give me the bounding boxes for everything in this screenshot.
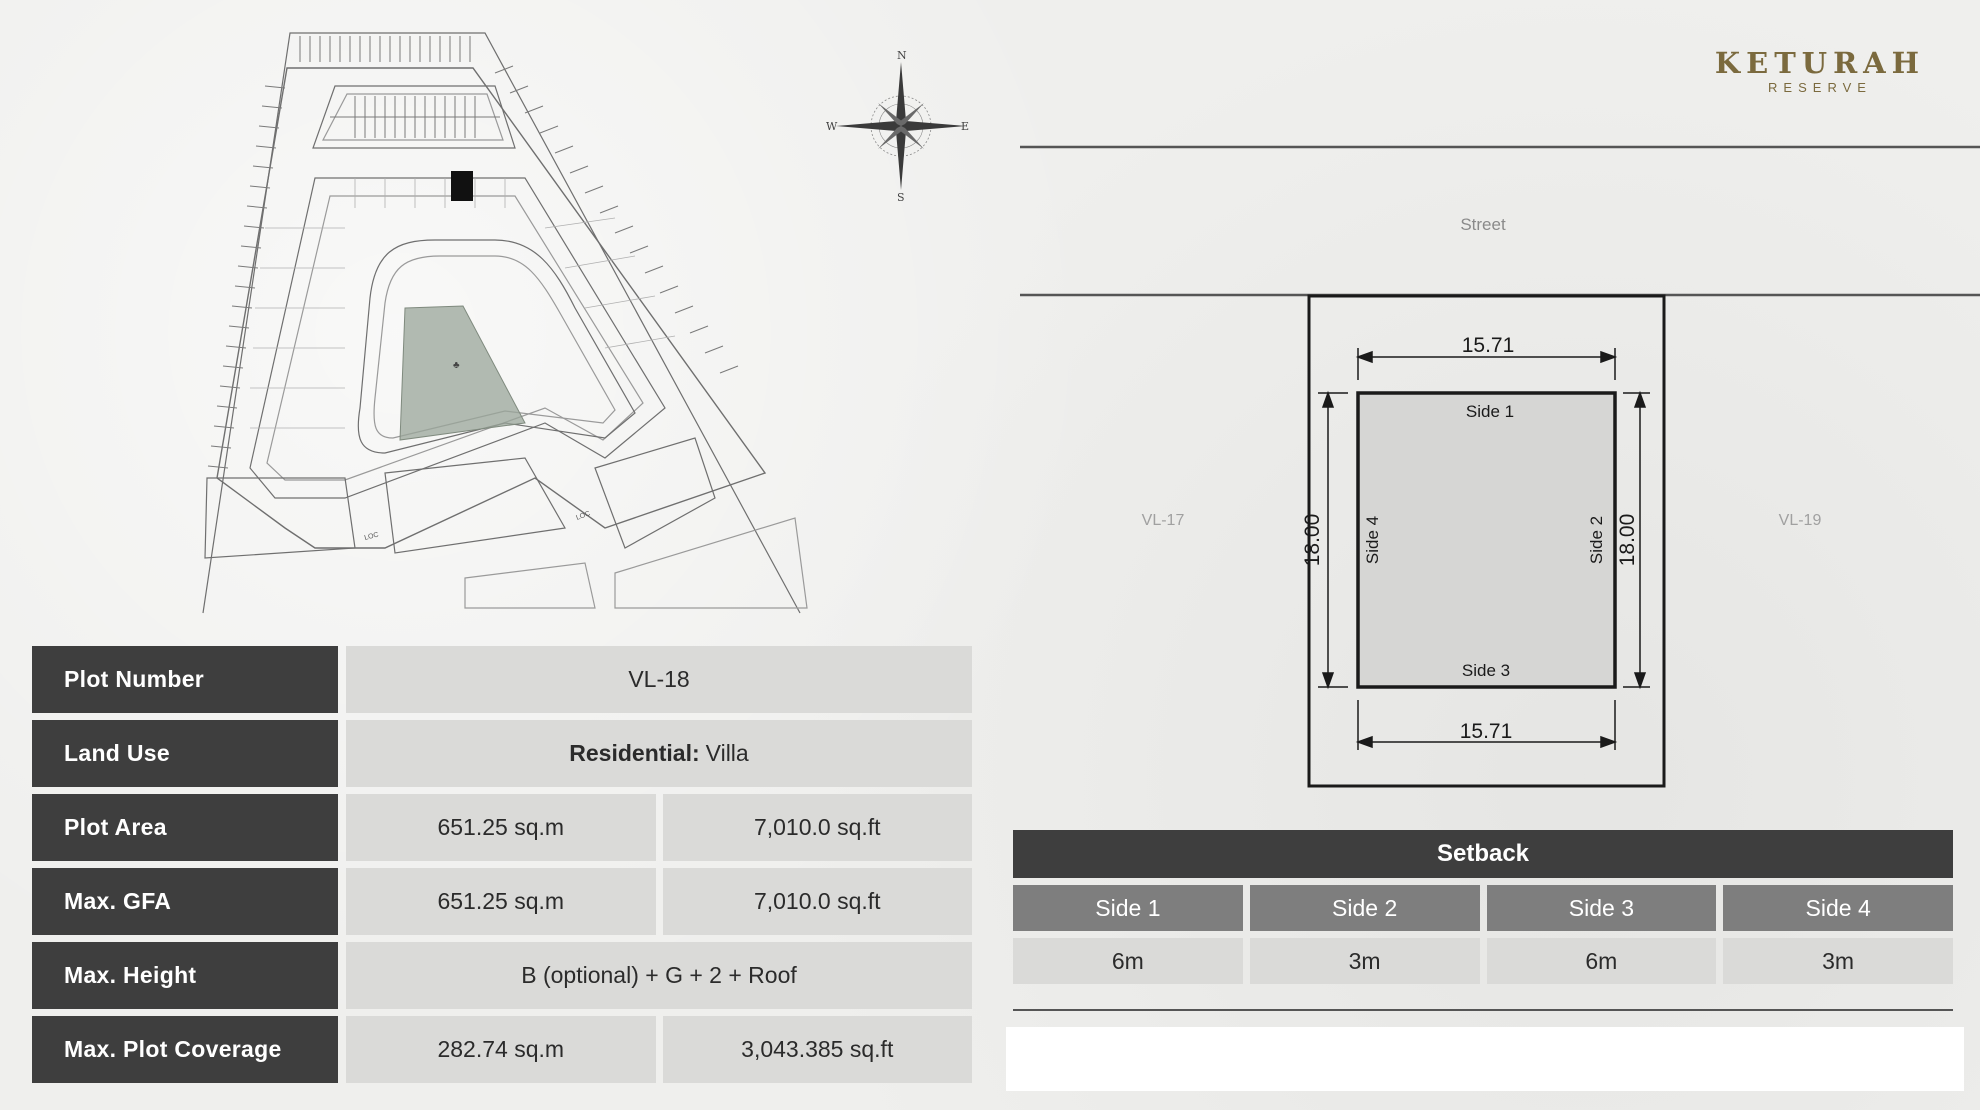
max-height-row (32, 942, 972, 1009)
compass-n-label: N (897, 49, 907, 62)
street-label: Street (1460, 215, 1506, 234)
brand-logo (1700, 46, 1940, 95)
side1-label: Side 1 (1465, 402, 1515, 421)
blank-panel (1006, 1027, 1964, 1091)
setback-title: Setback (1013, 830, 1953, 878)
logo-sub-text: RESERVE (1768, 80, 1872, 95)
side3-label: Side 3 (1461, 661, 1511, 680)
dim-bottom: 15.71 (1459, 720, 1513, 743)
logo-main-text: KETURAH (1714, 46, 1926, 80)
setback-divider (1013, 1009, 1953, 1011)
land-use-category: Residential: (569, 740, 700, 766)
max-gfa-label: Max. GFA (32, 868, 338, 935)
setback-value-row (1013, 938, 1953, 984)
max-coverage-sqft: 3,043.385 sq.ft (663, 1016, 973, 1083)
svg-text:♣: ♣ (453, 360, 460, 371)
side4-label: Side 4 (1363, 515, 1382, 565)
master-plan-map (195, 28, 815, 628)
dim-left: 18.00 (1301, 513, 1324, 567)
park-area (400, 306, 525, 440)
dim-top: 15.71 (1461, 334, 1515, 357)
loc-label-left: LOC (363, 531, 380, 542)
max-gfa-sqm: 651.25 sq.m (346, 868, 656, 935)
loc-label-right: LOC (575, 510, 592, 522)
compass-e-label: E (961, 120, 970, 133)
setback-side3-header: Side 3 (1487, 885, 1717, 931)
setback-side1-header: Side 1 (1013, 885, 1243, 931)
compass-w-label: W (826, 120, 838, 133)
setback-header-row (1013, 885, 1953, 931)
max-coverage-row (32, 1016, 972, 1083)
plot-area-label: Plot Area (32, 794, 338, 861)
side2-label: Side 2 (1587, 515, 1606, 565)
max-coverage-label: Max. Plot Coverage (32, 1016, 338, 1083)
plot-number-value: VL-18 (346, 646, 972, 713)
selected-plot-marker[interactable] (451, 171, 473, 201)
dim-right: 18.00 (1616, 513, 1639, 567)
plot-area-sqft: 7,010.0 sq.ft (663, 794, 973, 861)
buildable-area (1358, 393, 1615, 687)
compass-icon (818, 48, 968, 203)
neighbor-left-label: VL-17 (1141, 512, 1185, 529)
max-height-value: B (optional) + G + 2 + Roof (346, 942, 972, 1009)
plot-info-table (32, 646, 972, 1090)
plot-dimension-diagram (1018, 140, 1980, 800)
plot-number-label: Plot Number (32, 646, 338, 713)
land-use-row (32, 720, 972, 787)
land-use-type: Villa (705, 740, 749, 766)
land-use-label: Land Use (32, 720, 338, 787)
max-gfa-row (32, 868, 972, 935)
plot-area-row (32, 794, 972, 861)
max-coverage-sqm: 282.74 sq.m (346, 1016, 656, 1083)
neighbor-right-label: VL-19 (1778, 512, 1822, 529)
plot-area-sqm: 651.25 sq.m (346, 794, 656, 861)
compass-s-label: S (897, 191, 905, 204)
max-height-label: Max. Height (32, 942, 338, 1009)
land-use-value (346, 720, 972, 787)
setback-side1-value: 6m (1013, 938, 1243, 984)
setback-side4-value: 3m (1723, 938, 1953, 984)
setback-side3-value: 6m (1487, 938, 1717, 984)
setback-side2-header: Side 2 (1250, 885, 1480, 931)
max-gfa-sqft: 7,010.0 sq.ft (663, 868, 973, 935)
setback-table (1013, 830, 1953, 1011)
plot-number-row (32, 646, 972, 713)
setback-side2-value: 3m (1250, 938, 1480, 984)
setback-side4-header: Side 4 (1723, 885, 1953, 931)
